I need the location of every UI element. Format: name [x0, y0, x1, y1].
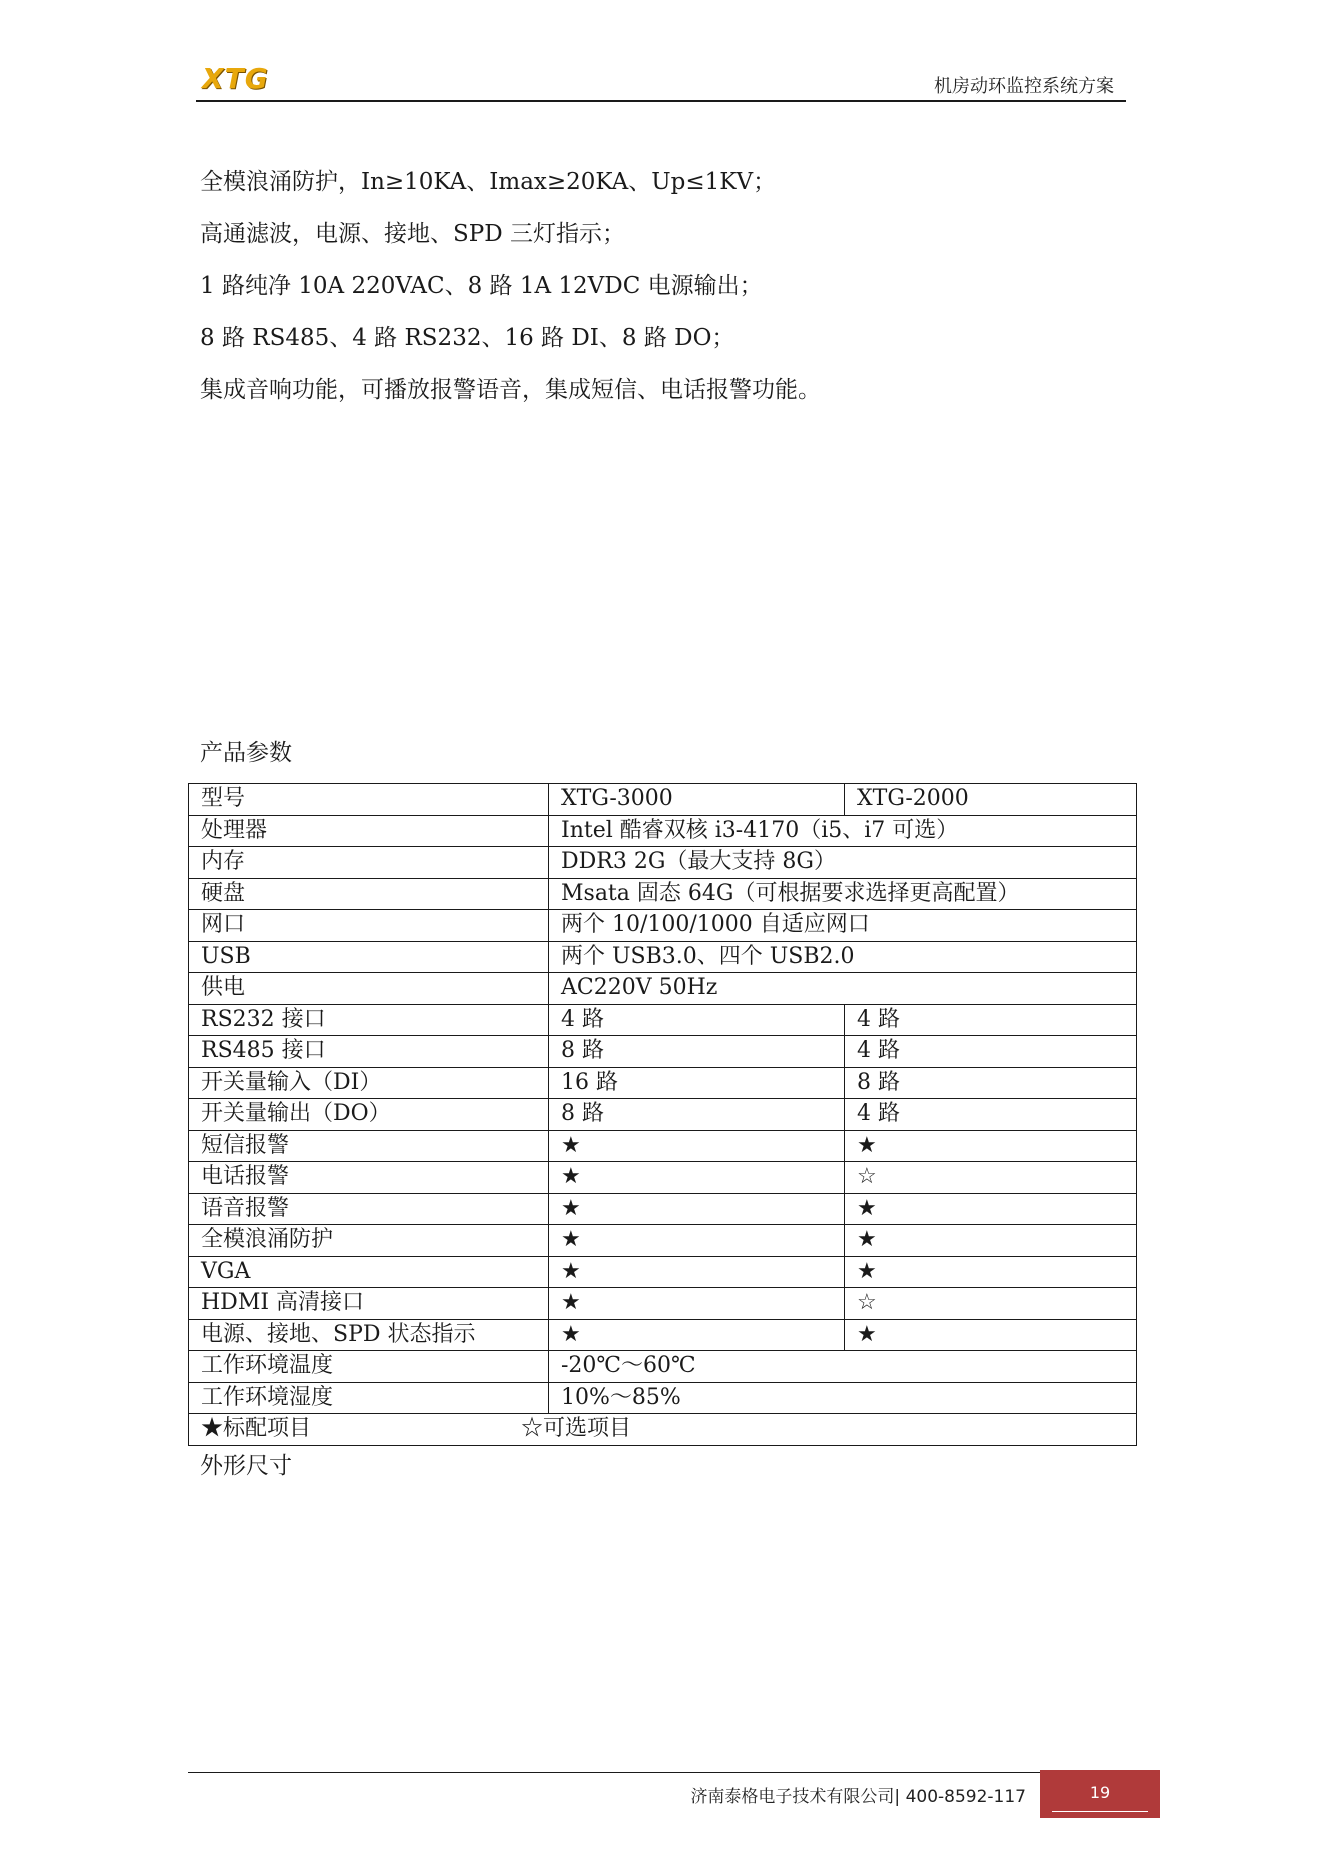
table-cell: HDMI 高清接口 [189, 1288, 549, 1320]
paragraph-line: 高通滤波，电源、接地、SPD 三灯指示； [200, 221, 625, 247]
table-cell: 工作环境温度 [189, 1351, 549, 1383]
table-cell: ★ [549, 1288, 845, 1320]
table-cell: VGA [189, 1256, 549, 1288]
table-legend-cell [189, 1414, 1137, 1446]
paragraph-line: 8 路 RS485、4 路 RS232、16 路 DI、8 路 DO； [200, 325, 735, 351]
table-cell: RS485 接口 [189, 1036, 549, 1068]
table-row [189, 910, 1137, 942]
table-cell: 8 路 [549, 1099, 845, 1131]
table-cell: AC220V 50Hz [549, 973, 1137, 1005]
table-cell: RS232 接口 [189, 1004, 549, 1036]
table-row [189, 1004, 1137, 1036]
legend-optional: ☆可选项目 [521, 1416, 632, 1442]
table-row [189, 1193, 1137, 1225]
table-cell: 电话报警 [189, 1162, 549, 1194]
dimensions-heading: 外形尺寸 [200, 1453, 292, 1479]
table-cell: ★ [845, 1225, 1137, 1257]
table-cell: 8 路 [845, 1067, 1137, 1099]
table-row [189, 1099, 1137, 1131]
table-cell: 处理器 [189, 815, 549, 847]
footer-divider [188, 1772, 1040, 1773]
table-cell: DDR3 2G（最大支持 8G） [549, 847, 1137, 879]
table-cell: ★ [845, 1193, 1137, 1225]
table-row [189, 941, 1137, 973]
legend-standard: ★标配项目 [201, 1416, 312, 1442]
table-cell: -20℃～60℃ [549, 1351, 1137, 1383]
table-row [189, 1130, 1137, 1162]
page-number-underline [1052, 1811, 1148, 1812]
table-cell: 4 路 [549, 1004, 845, 1036]
table-cell: 10%～85% [549, 1382, 1137, 1414]
table-row [189, 1036, 1137, 1068]
page-number: 19 [1089, 1783, 1111, 1802]
table-row [189, 815, 1137, 847]
table-cell: ★ [549, 1225, 845, 1257]
table-row [189, 847, 1137, 879]
table-row [189, 878, 1137, 910]
table-row [189, 1288, 1137, 1320]
spec-table [188, 783, 1137, 1446]
table-cell: ★ [549, 1256, 845, 1288]
footer-company: 济南泰格电子技术有限公司| 400-8592-117 [690, 1787, 1026, 1807]
company-logo: XTG [202, 62, 269, 95]
table-cell: Intel 酷睿双核 i3-4170（i5、i7 可选） [549, 815, 1137, 847]
table-row [189, 1351, 1137, 1383]
header-title: 机房动环监控系统方案 [934, 76, 1114, 97]
section-title: 产品参数 [200, 740, 292, 766]
table-cell: 两个 10/100/1000 自适应网口 [549, 910, 1137, 942]
page-header [196, 58, 1126, 102]
table-cell: 语音报警 [189, 1193, 549, 1225]
page-number-box [1040, 1770, 1160, 1818]
table-cell: 16 路 [549, 1067, 845, 1099]
table-cell: 硬盘 [189, 878, 549, 910]
table-cell: XTG-2000 [845, 784, 1137, 816]
table-cell: XTG-3000 [549, 784, 845, 816]
table-cell: 短信报警 [189, 1130, 549, 1162]
table-cell: Msata 固态 64G（可根据要求选择更高配置） [549, 878, 1137, 910]
table-legend-row [189, 1414, 1137, 1446]
table-cell: ★ [845, 1319, 1137, 1351]
table-row [189, 1382, 1137, 1414]
table-row [189, 1162, 1137, 1194]
table-header-row [189, 784, 1137, 816]
table-cell: ☆ [845, 1288, 1137, 1320]
table-row [189, 973, 1137, 1005]
table-cell: 4 路 [845, 1036, 1137, 1068]
table-cell: ★ [845, 1256, 1137, 1288]
table-cell: 电源、接地、SPD 状态指示 [189, 1319, 549, 1351]
table-cell: ★ [549, 1319, 845, 1351]
table-cell: 型号 [189, 784, 549, 816]
paragraph-line: 集成音响功能，可播放报警语音，集成短信、电话报警功能。 [200, 377, 821, 403]
table-cell: 4 路 [845, 1099, 1137, 1131]
table-cell: 4 路 [845, 1004, 1137, 1036]
table-cell: 网口 [189, 910, 549, 942]
table-cell: 开关量输出（DO） [189, 1099, 549, 1131]
table-row [189, 1256, 1137, 1288]
paragraph-line: 全模浪涌防护，In≥10KA、Imax≥20KA、Up≤1KV； [200, 169, 777, 195]
table-cell: 供电 [189, 973, 549, 1005]
table-cell: ★ [549, 1130, 845, 1162]
table-cell: ☆ [845, 1162, 1137, 1194]
table-cell: 内存 [189, 847, 549, 879]
table-cell: ★ [845, 1130, 1137, 1162]
table-row [189, 1067, 1137, 1099]
table-cell: 两个 USB3.0、四个 USB2.0 [549, 941, 1137, 973]
table-cell: USB [189, 941, 549, 973]
table-cell: 工作环境湿度 [189, 1382, 549, 1414]
table-cell: 全模浪涌防护 [189, 1225, 549, 1257]
table-cell: ★ [549, 1162, 845, 1194]
table-row [189, 1225, 1137, 1257]
table-cell: 8 路 [549, 1036, 845, 1068]
table-row [189, 1319, 1137, 1351]
table-cell: ★ [549, 1193, 845, 1225]
table-cell: 开关量输入（DI） [189, 1067, 549, 1099]
paragraph-line: 1 路纯净 10A 220VAC、8 路 1A 12VDC 电源输出； [200, 273, 763, 299]
